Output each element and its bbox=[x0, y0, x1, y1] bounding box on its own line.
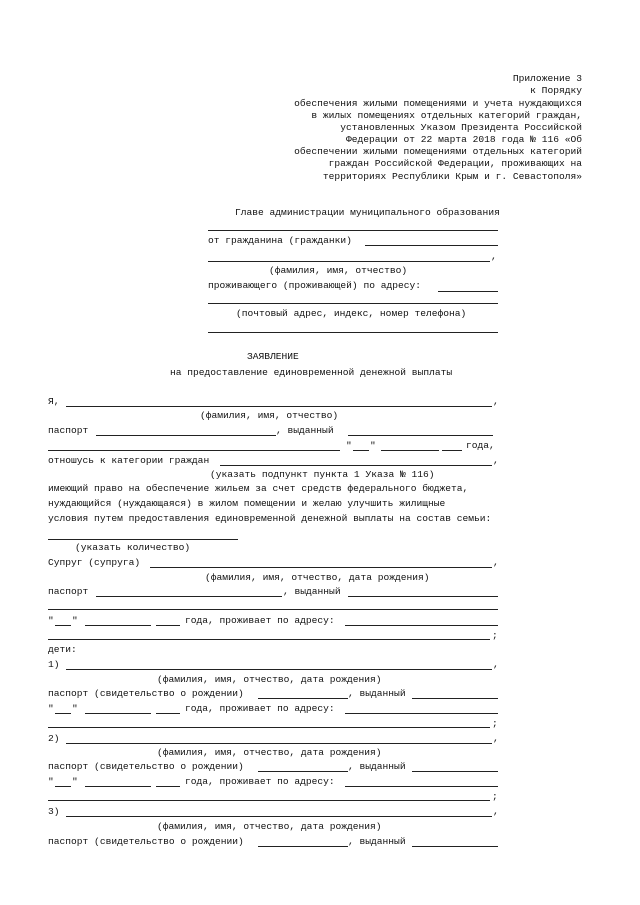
child-3-name-field[interactable] bbox=[66, 816, 492, 817]
from-citizen-label: от гражданина (гражданки) bbox=[208, 235, 352, 246]
address-field[interactable] bbox=[438, 291, 498, 292]
comma: , bbox=[493, 455, 499, 466]
applicant-fio-hint: (фамилия, имя, отчество) bbox=[200, 410, 339, 421]
issued-label: , выданный bbox=[276, 425, 334, 436]
child-3-issued-label: , выданный bbox=[348, 836, 406, 847]
child-1-month-field[interactable] bbox=[85, 713, 151, 714]
child-1-passport-label: паспорт (свидетельство о рождении) bbox=[48, 688, 244, 699]
issue-year-field[interactable] bbox=[442, 450, 462, 451]
issue-day-field[interactable] bbox=[353, 450, 369, 451]
child-2-issuer-field[interactable] bbox=[412, 771, 498, 772]
child-2-day-field[interactable] bbox=[55, 786, 71, 787]
family-count-field[interactable] bbox=[48, 539, 238, 540]
child-1-passport-field[interactable] bbox=[258, 698, 348, 699]
child-1-address-field-2[interactable] bbox=[48, 727, 490, 728]
passport-label: паспорт bbox=[48, 425, 89, 436]
count-hint: (указать количество) bbox=[75, 542, 191, 553]
child-2-month-field[interactable] bbox=[85, 786, 151, 787]
quote: " bbox=[346, 440, 352, 451]
child-3-passport-field[interactable] bbox=[258, 846, 348, 847]
child-2-hint: (фамилия, имя, отчество, дата рождения) bbox=[157, 747, 382, 758]
child-2-year-lives: года, проживает по адресу: bbox=[185, 776, 335, 787]
child-3-issuer-field[interactable] bbox=[412, 846, 498, 847]
child-2-year-field[interactable] bbox=[156, 786, 180, 787]
spouse-passport-field[interactable] bbox=[96, 596, 282, 597]
child-2-passport-label: паспорт (свидетельство о рождении) bbox=[48, 761, 244, 772]
comma: , bbox=[493, 396, 499, 407]
spouse-day-field[interactable] bbox=[55, 625, 71, 626]
category-field[interactable] bbox=[220, 465, 492, 466]
document-title: ЗАЯВЛЕНИЕ bbox=[247, 351, 299, 362]
spouse-issuer-field-2[interactable] bbox=[48, 609, 498, 610]
child-1-name-field[interactable] bbox=[66, 669, 492, 670]
child-1-address-field[interactable] bbox=[345, 713, 498, 714]
child-2-address-field[interactable] bbox=[345, 786, 498, 787]
child-3-passport-label: паспорт (свидетельство о рождении) bbox=[48, 836, 244, 847]
quote: " bbox=[72, 776, 78, 787]
applicant-name-field[interactable] bbox=[66, 406, 492, 407]
appendix-line: Федерации от 22 марта 2018 года № 116 «Об bbox=[345, 134, 582, 145]
para-line: условия путем предоставления единовременной денежной выплаты на состав семьи: bbox=[48, 513, 492, 524]
child-1-hint: (фамилия, имя, отчество, дата рождения) bbox=[157, 674, 382, 685]
para-line: имеющий право на обеспечение жильем за счет средств федерального бюджета, bbox=[48, 483, 469, 494]
child-1-day-field[interactable] bbox=[55, 713, 71, 714]
child-2-name-field[interactable] bbox=[66, 743, 492, 744]
i-label: Я, bbox=[48, 396, 60, 407]
child-3-hint: (фамилия, имя, отчество, дата рождения) bbox=[157, 821, 382, 832]
spouse-month-field[interactable] bbox=[85, 625, 151, 626]
spouse-issuer-field[interactable] bbox=[348, 596, 498, 597]
passport-number-field[interactable] bbox=[96, 435, 276, 436]
addressee-head: Главе администрации муниципального образования bbox=[235, 207, 500, 218]
postal-field[interactable] bbox=[208, 332, 498, 333]
category-label: отношусь к категории граждан bbox=[48, 455, 210, 466]
passport-issuer-field[interactable] bbox=[348, 435, 493, 436]
appendix-line: граждан Российской Федерации, проживающих на bbox=[328, 158, 582, 169]
spouse-hint: (фамилия, имя, отчество, дата рождения) bbox=[205, 572, 430, 583]
children-label: дети: bbox=[48, 644, 77, 655]
appendix-line: к Порядку bbox=[530, 85, 582, 96]
appendix-line: обеспечении жилыми помещениями отдельных категорий bbox=[294, 146, 582, 157]
spouse-address-field-2[interactable] bbox=[48, 639, 490, 640]
appendix-line: Приложение 3 bbox=[512, 73, 582, 84]
comma: , bbox=[493, 806, 499, 817]
semicolon: ; bbox=[492, 630, 498, 641]
appendix-line: территориях Республики Крым и г. Севастополя» bbox=[322, 171, 582, 182]
child-2-passport-field[interactable] bbox=[258, 771, 348, 772]
administration-field[interactable] bbox=[208, 230, 498, 231]
citizen-name-field-2[interactable] bbox=[208, 261, 490, 262]
spouse-issued-label: , выданный bbox=[283, 586, 341, 597]
child-2-address-field-2[interactable] bbox=[48, 800, 490, 801]
child-number: 2) bbox=[48, 733, 60, 744]
spouse-year-lives: года, проживает по адресу: bbox=[185, 615, 335, 626]
child-1-issued-label: , выданный bbox=[348, 688, 406, 699]
comma: , bbox=[491, 251, 497, 262]
quote: " bbox=[72, 703, 78, 714]
issue-month-field[interactable] bbox=[381, 450, 439, 451]
fio-hint: (фамилия, имя, отчество) bbox=[269, 265, 408, 276]
spouse-year-field[interactable] bbox=[156, 625, 180, 626]
citizen-name-field[interactable] bbox=[365, 245, 498, 246]
spouse-label: Супруг (супруга) bbox=[48, 557, 141, 568]
spouse-name-field[interactable] bbox=[150, 567, 492, 568]
appendix-line: в жилых помещениях отдельных категорий граждан, bbox=[311, 110, 582, 121]
document-subtitle: на предоставление единовременной денежной выплаты bbox=[170, 367, 453, 378]
comma: , bbox=[493, 557, 499, 568]
appendix-line: установленных Указом Президента Российской bbox=[340, 122, 582, 133]
quote: " bbox=[370, 440, 376, 451]
child-1-year-field[interactable] bbox=[156, 713, 180, 714]
child-1-issuer-field[interactable] bbox=[412, 698, 498, 699]
quote: " bbox=[72, 615, 78, 626]
spouse-address-field[interactable] bbox=[345, 625, 498, 626]
appendix-line: обеспечения жилыми помещениями и учета нуждающихся bbox=[294, 98, 582, 109]
passport-issuer-field-2[interactable] bbox=[48, 450, 340, 451]
address-field-2[interactable] bbox=[208, 303, 498, 304]
para-line: нуждающийся (нуждающаяся) в жилом помещении и желаю улучшить жилищные bbox=[48, 498, 446, 509]
quote: " bbox=[48, 703, 54, 714]
semicolon: ; bbox=[492, 718, 498, 729]
child-2-issued-label: , выданный bbox=[348, 761, 406, 772]
year-label: года, bbox=[466, 440, 495, 451]
comma: , bbox=[493, 659, 499, 670]
quote: " bbox=[48, 776, 54, 787]
residing-label: проживающего (проживающей) по адресу: bbox=[208, 280, 422, 291]
semicolon: ; bbox=[492, 791, 498, 802]
postal-hint: (почтовый адрес, индекс, номер телефона) bbox=[236, 308, 467, 319]
quote: " bbox=[48, 615, 54, 626]
category-hint: (указать подпункт пункта 1 Указа № 116) bbox=[210, 469, 435, 480]
child-1-year-lives: года, проживает по адресу: bbox=[185, 703, 335, 714]
child-number: 1) bbox=[48, 659, 60, 670]
child-number: 3) bbox=[48, 806, 60, 817]
comma: , bbox=[493, 733, 499, 744]
spouse-passport-label: паспорт bbox=[48, 586, 89, 597]
